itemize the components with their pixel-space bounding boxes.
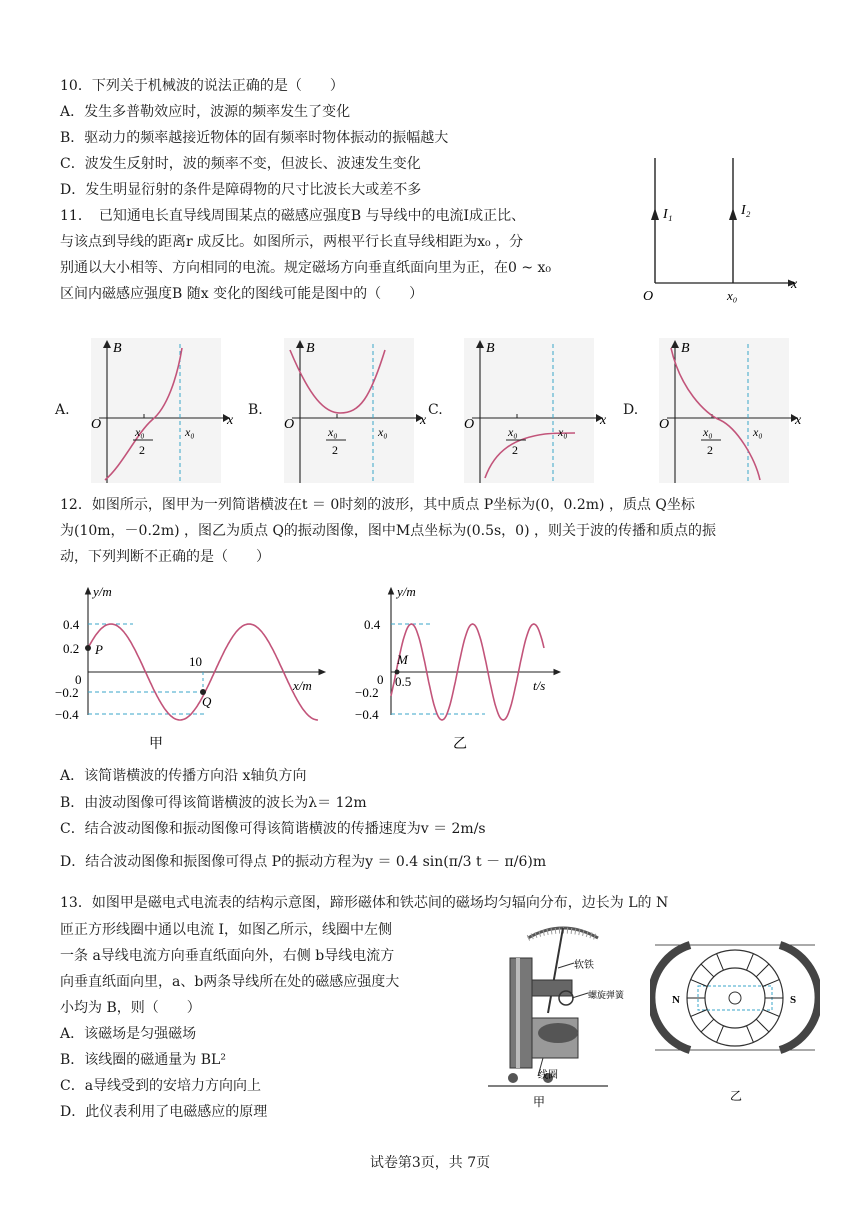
tick-neg-0.2: −0.2 [55,685,79,700]
b-label: B [306,341,315,356]
b-label: B [113,341,122,356]
caption-yi: 乙 [453,737,467,752]
b-label: B [486,341,495,356]
option-label: D. [623,402,639,418]
point-p [85,645,91,651]
tick-neg-0.4: −0.4 [55,707,79,722]
q12-line-2: 为(10m，－0.2m) ，图乙为质点 Q的振动图像，图中M点坐标为(0.5s，0) ，则关于波的传播和质点的振 [60,523,716,539]
q13-option-d: D．此仪表利用了电磁感应的原理 [60,1104,268,1120]
half-den-label: 2 [512,443,518,457]
soft-iron-label: 软铁 [574,960,594,971]
x-label: x [600,413,607,428]
half-num-label: x₀ [508,425,518,439]
origin-label: O [659,417,670,432]
x-label: x [420,413,427,428]
q13-line-1: 13．如图甲是磁电式电流表的结构示意图，蹄形磁体和铁芯间的磁场均匀辐向分布，边长为 L的 N [60,895,669,911]
q10-option-c: C．波发生反射时，波的频率不变，但波长、波速发生变化 [60,156,421,172]
y-axis-label: y/m [397,584,416,599]
q12-line-3: 动，下列判断不正确的是（ ） [60,549,270,565]
q11-option-graph-a [55,338,235,483]
q12-option-a: A．该简谐横波的传播方向沿 x轴负方向 [60,768,307,784]
tick-neg-0.2: −0.2 [355,685,379,700]
q12-option-c: C．结合波动图像和振动图像可得该简谐横波的传播速度为v ＝ 2m/s [60,821,486,837]
caption-jia: 甲 [149,737,163,752]
y-axis-label: y/m [93,584,112,599]
q13-line-2: 匝正方形线圈中通以电流 I，如图乙所示，线圈中左侧 [60,922,392,938]
x-axis-label: x [791,277,798,292]
option-label: B. [248,402,263,418]
q12-option-b: B．由波动图像可得该简谐横波的波长为λ＝ 12m [60,795,367,811]
q13-option-a: A．该磁场是匀强磁场 [60,1026,197,1042]
x-axis-label: t/s [533,678,546,693]
m-label: M [397,652,408,667]
half-den-label: 2 [139,443,145,457]
tick-0.5: 0.5 [395,674,412,689]
half-num-label: x₀ [135,425,145,439]
half-den-label: 2 [707,443,713,457]
q10-option-d: D．发生明显衍射的条件是障碍物的尺寸比波长大或差不多 [60,182,422,198]
option-label: C. [428,402,443,418]
q12-option-d: D．结合波动图像和振图像可得点 P的振动方程为y ＝ 0.4 sin(π/3 t － π/6)m [60,854,547,870]
q11-line-3: 别通以大小相等、方向相同的电流。规定磁场方向垂直纸面向里为正，在0 ~ x₀ [60,260,552,276]
i1-label: I₁ [663,207,673,222]
caption-jia: 甲 [533,1095,546,1109]
q11-option-graph-b [248,338,428,483]
q13-radial-field-figure-yi [650,940,820,1110]
q11-line-1: 11． 已知通电长直导线周围某点的磁感应强度B 与导线中的电流I成正比、 [60,208,526,224]
half-num-label: x₀ [703,425,713,439]
q11-line-2: 与该点到导线的距离r 成反比。如图所示，两根平行长直导线相距为x₀ ，分 [60,234,524,250]
q13-line-5: 小均为 B，则（ ） [60,1000,201,1016]
tick-0: 0 [75,672,82,687]
page-footer: 试卷第3页，共 7页 [369,1155,491,1171]
x0-label: x₀ [185,425,195,439]
q13-line-4: 向垂直纸面向里，a、b两条导线所在处的磁感应强度大 [60,974,400,990]
q13-option-c: C．a导线受到的安培力方向向上 [60,1078,262,1094]
s-pole-label: S [790,994,797,1006]
tick-0: 0 [377,672,384,687]
q10-option-b: B．驱动力的频率越接近物体的固有频率时物体振动的振幅越大 [60,130,449,146]
origin-label: O [284,417,295,432]
origin-label: O [464,417,475,432]
half-den-label: 2 [332,443,338,457]
x-label: x [227,413,234,428]
q11-wire-figure [635,150,805,305]
x0-label: x₀ [727,288,738,303]
q11-line-4: 区间内磁感应强度B 随x 变化的图线可能是图中的（ ） [60,286,424,302]
n-pole-label: N [672,994,680,1006]
half-num-label: x₀ [328,425,338,439]
tick-10: 10 [189,654,202,669]
i2-label: I₂ [741,203,751,218]
q13-line-3: 一条 a导线电流方向垂直纸面向外，右侧 b导线电流方 [60,948,395,964]
option-label: A. [55,402,70,418]
x0-label: x₀ [753,425,763,439]
q10-stem: 10．下列关于机械波的说法正确的是（ ） [60,78,344,94]
tick-neg-0.4: −0.4 [355,707,379,722]
q12-vibration-figure-yi [355,580,565,755]
origin-label: O [643,289,654,304]
x-axis-label: x/m [293,678,312,693]
q13-option-b: B．该线圈的磁通量为 BL² [60,1052,226,1068]
q11-option-graph-c [428,338,608,483]
q-label: Q [202,694,212,709]
tick-0.2: 0.2 [63,641,80,656]
origin-label: O [91,417,102,432]
b-label: B [681,341,690,356]
x0-label: x₀ [378,425,388,439]
q12-wave-figure-jia [55,580,335,755]
q12-line-1: 12．如图所示，图甲为一列简谐横波在t ＝ 0时刻的波形，其中质点 P坐标为(0，0.2m) ，质点 Q坐标 [60,497,695,513]
q10-option-a: A．发生多普勒效应时，波源的频率发生了变化 [60,104,351,120]
spring-label: 螺旋弹簧 [588,990,625,1000]
q13-galvanometer-figure-jia [488,918,638,1113]
caption-yi: 乙 [730,1089,743,1103]
coil-label: 线圈 [538,1070,558,1081]
p-label: P [95,642,103,657]
x-label: x [795,413,802,428]
q11-option-graph-d [623,338,803,483]
tick-0.4: 0.4 [63,617,80,632]
x0-label: x₀ [558,425,568,439]
tick-0.4: 0.4 [364,617,381,632]
